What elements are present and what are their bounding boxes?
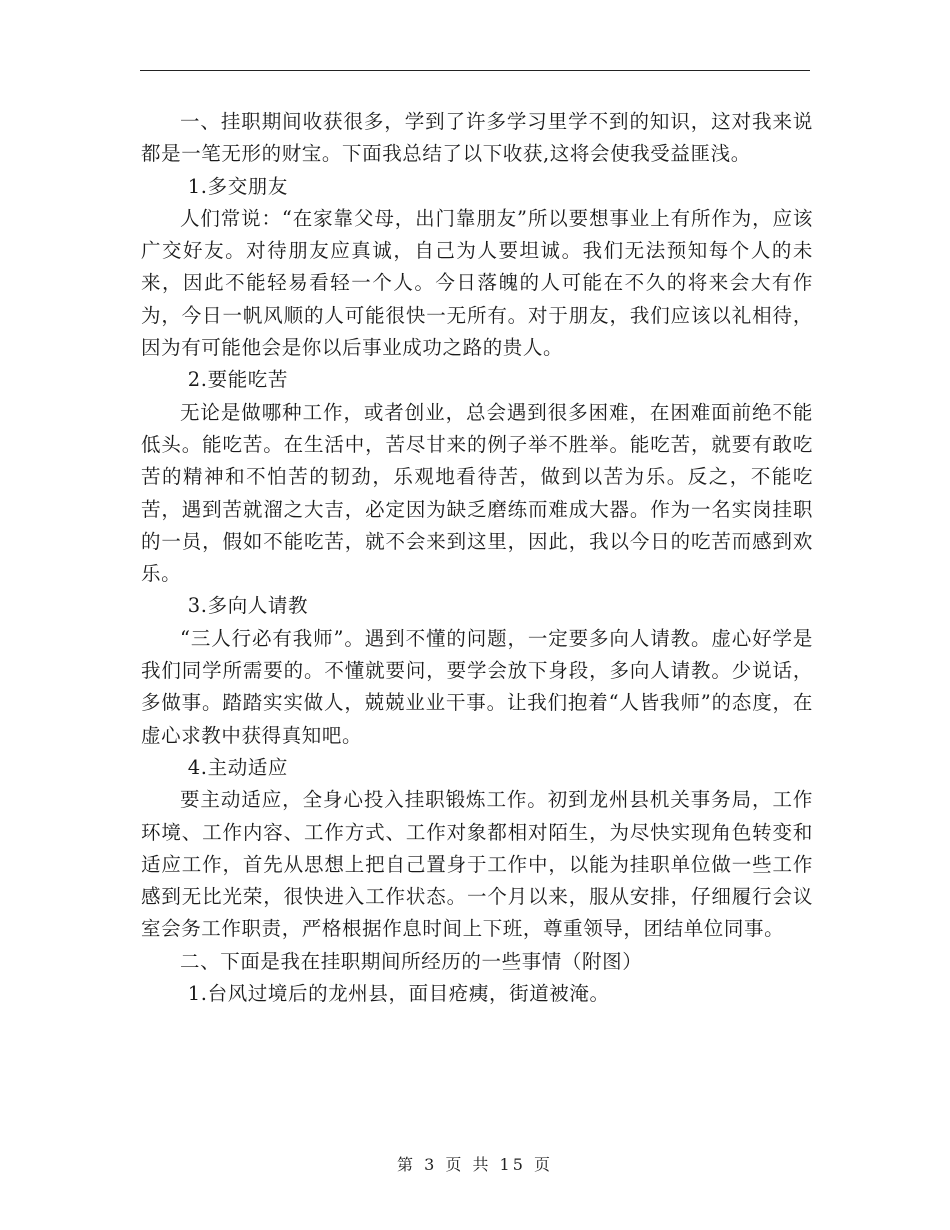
paragraph-harvest-intro: 一、挂职期间收获很多，学到了许多学习里学不到的知识，这对我来说都是一笔无形的财宝。下面我总结了以下收获,这将会使我受益匪浅。: [141, 110, 813, 166]
paragraph-endure-hardship: 无论是做哪种工作，或者创业，总会遇到很多困难，在困难面前绝不能低头。能吃苦。在生活中，苦尽甘来的例子举不胜举。能吃苦，就要有敢吃苦的精神和不怕苦的韧劲，乐观地看待苦，做到以苦为乐。反之，不能吃苦，遇到苦就溜之大吉，必定因为缺乏磨练而难成大器。作为一名实岗挂职的一员，假如不能吃苦，就不会来到这里，因此，我以今日的吃苦而感到欢乐。: [141, 400, 813, 586]
document-body: [141, 106, 813, 1010]
heading-make-friends: 1.多交朋友: [187, 174, 289, 198]
header-rule: [140, 70, 810, 71]
heading-typhoon: 1.台风过境后的龙州县，面目疮痍，街道被淹。: [187, 982, 610, 1006]
page-number: 第 3 页 共 15 页: [397, 1155, 553, 1174]
paragraph-ask-others: “三人行必有我师”。遇到不懂的问题，一定要多向人请教。虚心好学是我们同学所需要的。不懂就要问，要学会放下身段，多向人请教。少说话，多做事。踏踏实实做人，兢兢业业干事。让我们抱着“人皆我师”的态度，在虚心求教中获得真知吧。: [141, 626, 813, 747]
heading-adapt-actively: 4.主动适应: [187, 755, 289, 779]
paragraph-adapt-actively: 要主动适应，全身心投入挂职锻炼工作。初到龙州县机关事务局，工作环境、工作内容、工作方式、工作对象都相对陌生，为尽快实现角色转变和适应工作，首先从思想上把自己置身于工作中，以能为挂职单位做一些工作感到无比光荣，很快进入工作状态。一个月以来，服从安排，仔细履行会议室会务工作职责，严格根据作息时间上下班，尊重领导，团结单位同事。: [141, 788, 813, 941]
paragraph-experiences-intro: 二、下面是我在挂职期间所经历的一些事情（附图）: [180, 949, 643, 973]
paragraph-make-friends: 人们常说：“在家靠父母，出门靠朋友”所以要想事业上有所作为，应该广交好友。对待朋友应真诚，自己为人要坦诚。我们无法预知每个人的未来，因此不能轻易看轻一个人。今日落魄的人可能在不久的将来会大有作为，今日一帆风顺的人可能很快一无所有。对于朋友，我们应该以礼相待，因为有可能他会是你以后事业成功之路的贵人。: [141, 206, 813, 360]
heading-ask-others: 3.多向人请教: [187, 594, 309, 618]
heading-endure-hardship: 2.要能吃苦: [187, 368, 289, 392]
